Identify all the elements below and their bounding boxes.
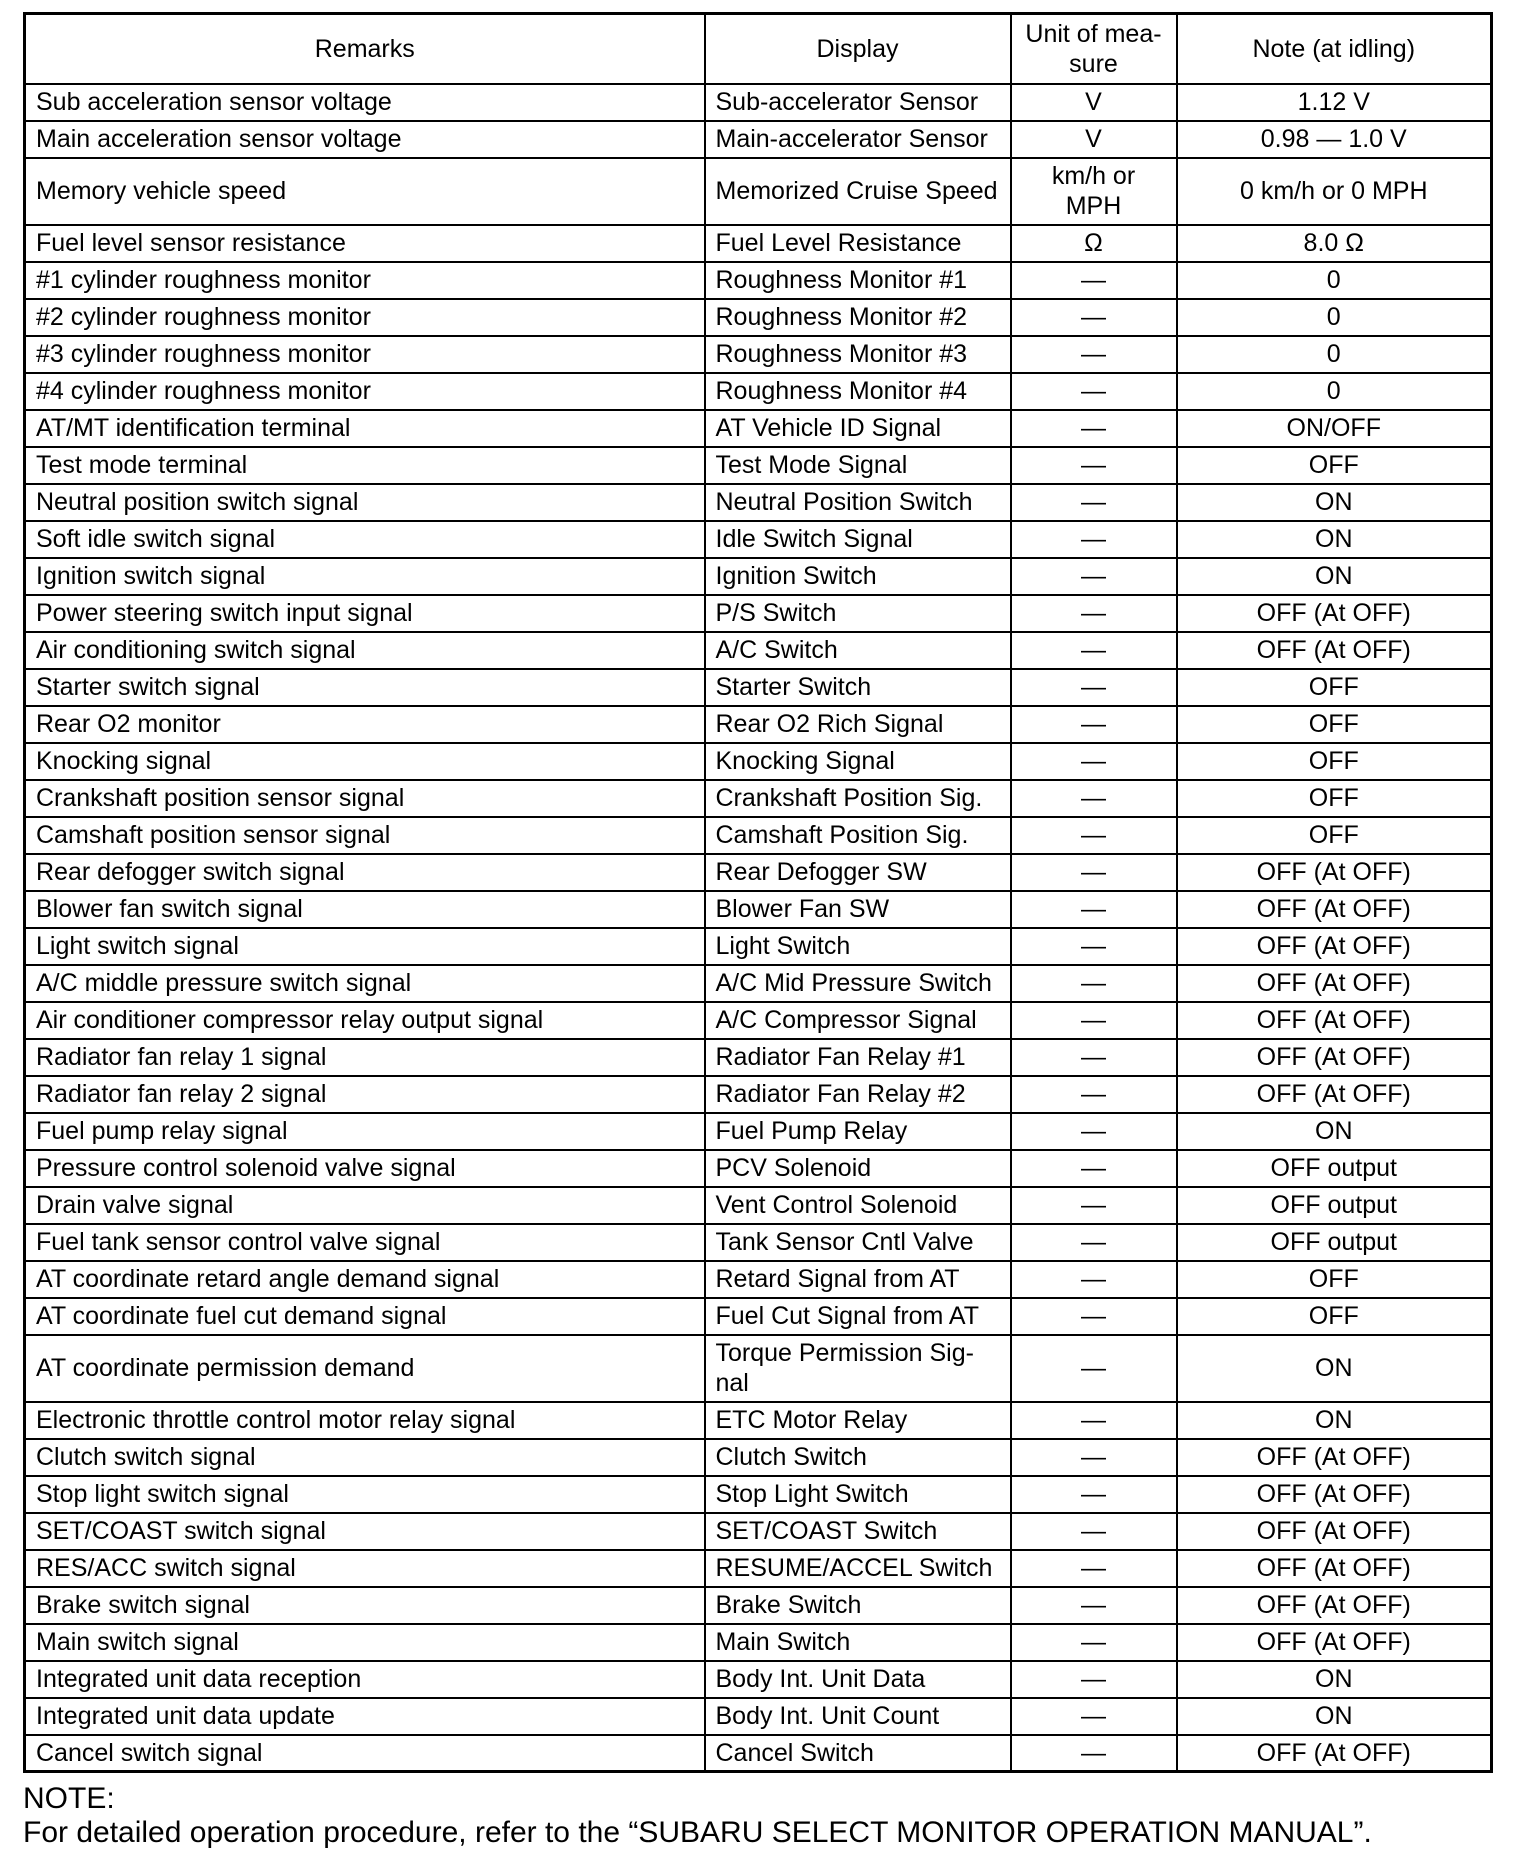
cell-remarks: Fuel tank sensor control valve signal [25, 1224, 705, 1261]
cell-note: OFF (At OFF) [1177, 854, 1492, 891]
cell-display: Body Int. Unit Data [705, 1661, 1011, 1698]
cell-remarks: Stop light switch signal [25, 1476, 705, 1513]
cell-unit: — [1011, 595, 1177, 632]
cell-display: Crankshaft Position Sig. [705, 780, 1011, 817]
table-row [25, 1076, 1492, 1113]
cell-unit: — [1011, 447, 1177, 484]
cell-note: OFF (At OFF) [1177, 1624, 1492, 1661]
cell-remarks: Radiator fan relay 1 signal [25, 1039, 705, 1076]
cell-display: Roughness Monitor #3 [705, 336, 1011, 373]
cell-remarks: Electronic throttle control motor relay signal [25, 1402, 705, 1439]
cell-unit: Ω [1011, 225, 1177, 262]
cell-remarks: Integrated unit data reception [25, 1661, 705, 1698]
cell-display: Radiator Fan Relay #2 [705, 1076, 1011, 1113]
cell-remarks: A/C middle pressure switch signal [25, 965, 705, 1002]
cell-note: OFF output [1177, 1150, 1492, 1187]
cell-unit: — [1011, 1624, 1177, 1661]
cell-unit: — [1011, 780, 1177, 817]
table-row [25, 632, 1492, 669]
cell-display: SET/COAST Switch [705, 1513, 1011, 1550]
cell-display: Stop Light Switch [705, 1476, 1011, 1513]
cell-note: ON [1177, 521, 1492, 558]
cell-remarks: Brake switch signal [25, 1587, 705, 1624]
cell-display: Clutch Switch [705, 1439, 1011, 1476]
cell-remarks: Rear O2 monitor [25, 706, 705, 743]
cell-display: Torque Permission Sig-nal [705, 1335, 1011, 1402]
cell-remarks: Pressure control solenoid valve signal [25, 1150, 705, 1187]
table-row [25, 1402, 1492, 1439]
cell-unit: — [1011, 817, 1177, 854]
cell-display: Camshaft Position Sig. [705, 817, 1011, 854]
cell-unit: — [1011, 373, 1177, 410]
table-row [25, 1224, 1492, 1261]
table-row [25, 1624, 1492, 1661]
cell-display: Neutral Position Switch [705, 484, 1011, 521]
cell-unit: — [1011, 1661, 1177, 1698]
cell-remarks: #2 cylinder roughness monitor [25, 299, 705, 336]
cell-display: A/C Switch [705, 632, 1011, 669]
cell-display: Main-accelerator Sensor [705, 121, 1011, 158]
cell-unit: — [1011, 1298, 1177, 1335]
cell-note: OFF (At OFF) [1177, 1076, 1492, 1113]
cell-remarks: #4 cylinder roughness monitor [25, 373, 705, 410]
cell-display: Brake Switch [705, 1587, 1011, 1624]
cell-display: Radiator Fan Relay #1 [705, 1039, 1011, 1076]
cell-display: Vent Control Solenoid [705, 1187, 1011, 1224]
cell-display: PCV Solenoid [705, 1150, 1011, 1187]
table-row [25, 84, 1492, 121]
cell-note: OFF [1177, 743, 1492, 780]
cell-unit: V [1011, 84, 1177, 121]
cell-unit: — [1011, 965, 1177, 1002]
cell-note: 0 [1177, 336, 1492, 373]
cell-unit: — [1011, 1735, 1177, 1772]
cell-note: OFF (At OFF) [1177, 1735, 1492, 1772]
cell-note: OFF (At OFF) [1177, 1439, 1492, 1476]
header-unit: Unit of mea-sure [1011, 14, 1177, 84]
table-row [25, 1039, 1492, 1076]
cell-display: Fuel Level Resistance [705, 225, 1011, 262]
cell-unit: V [1011, 121, 1177, 158]
cell-unit: — [1011, 1335, 1177, 1402]
cell-unit: — [1011, 558, 1177, 595]
cell-remarks: Cancel switch signal [25, 1735, 705, 1772]
cell-remarks: Starter switch signal [25, 669, 705, 706]
cell-remarks: #3 cylinder roughness monitor [25, 336, 705, 373]
table-row [25, 158, 1492, 225]
table-row [25, 484, 1492, 521]
cell-note: ON [1177, 1335, 1492, 1402]
cell-note: OFF output [1177, 1187, 1492, 1224]
cell-remarks: AT/MT identification terminal [25, 410, 705, 447]
cell-unit: — [1011, 1513, 1177, 1550]
cell-display: A/C Mid Pressure Switch [705, 965, 1011, 1002]
table-row [25, 225, 1492, 262]
cell-note: 8.0 Ω [1177, 225, 1492, 262]
cell-unit: — [1011, 299, 1177, 336]
cell-unit: — [1011, 410, 1177, 447]
cell-unit: — [1011, 336, 1177, 373]
cell-remarks: Fuel pump relay signal [25, 1113, 705, 1150]
table-row [25, 299, 1492, 336]
cell-note: OFF [1177, 1298, 1492, 1335]
cell-note: OFF [1177, 780, 1492, 817]
cell-remarks: Memory vehicle speed [25, 158, 705, 225]
cell-display: Blower Fan SW [705, 891, 1011, 928]
table-row [25, 1439, 1492, 1476]
note-text: For detailed operation procedure, refer to the “SUBARU SELECT MONITOR OPERATION MANUAL”. [23, 1816, 1372, 1849]
cell-remarks: Knocking signal [25, 743, 705, 780]
cell-remarks: Sub acceleration sensor voltage [25, 84, 705, 121]
cell-display: Memorized Cruise Speed [705, 158, 1011, 225]
table-row [25, 521, 1492, 558]
table-row [25, 336, 1492, 373]
cell-remarks: AT coordinate retard angle demand signal [25, 1261, 705, 1298]
cell-display: Main Switch [705, 1624, 1011, 1661]
cell-display: Starter Switch [705, 669, 1011, 706]
cell-remarks: Main switch signal [25, 1624, 705, 1661]
data-table [23, 12, 1493, 1773]
cell-note: OFF [1177, 447, 1492, 484]
cell-unit: — [1011, 1076, 1177, 1113]
cell-display: Rear Defogger SW [705, 854, 1011, 891]
cell-unit: — [1011, 1698, 1177, 1735]
table-row [25, 121, 1492, 158]
cell-remarks: RES/ACC switch signal [25, 1550, 705, 1587]
table-row [25, 1261, 1492, 1298]
header-display: Display [705, 14, 1011, 84]
table-row [25, 928, 1492, 965]
header-remarks: Remarks [25, 14, 705, 84]
table-row [25, 1002, 1492, 1039]
cell-unit: — [1011, 1476, 1177, 1513]
cell-remarks: AT coordinate permission demand [25, 1335, 705, 1402]
cell-remarks: Ignition switch signal [25, 558, 705, 595]
cell-display: Roughness Monitor #1 [705, 262, 1011, 299]
cell-unit: — [1011, 484, 1177, 521]
cell-display: Rear O2 Rich Signal [705, 706, 1011, 743]
cell-display: Body Int. Unit Count [705, 1698, 1011, 1735]
cell-note: 0 [1177, 299, 1492, 336]
cell-remarks: AT coordinate fuel cut demand signal [25, 1298, 705, 1335]
table-row [25, 1735, 1492, 1772]
cell-display: Idle Switch Signal [705, 521, 1011, 558]
header-note: Note (at idling) [1177, 14, 1492, 84]
cell-remarks: #1 cylinder roughness monitor [25, 262, 705, 299]
cell-note: OFF output [1177, 1224, 1492, 1261]
table-row [25, 1298, 1492, 1335]
cell-note: OFF [1177, 1261, 1492, 1298]
cell-note: 0 km/h or 0 MPH [1177, 158, 1492, 225]
cell-remarks: Neutral position switch signal [25, 484, 705, 521]
cell-remarks: Integrated unit data update [25, 1698, 705, 1735]
table-row [25, 706, 1492, 743]
table-header-row [25, 14, 1492, 84]
cell-display: Roughness Monitor #4 [705, 373, 1011, 410]
table-row [25, 1113, 1492, 1150]
cell-remarks: Soft idle switch signal [25, 521, 705, 558]
table-row [25, 1550, 1492, 1587]
note-block [23, 1782, 1503, 1850]
table-row [25, 854, 1492, 891]
cell-display: Retard Signal from AT [705, 1261, 1011, 1298]
cell-note: ON/OFF [1177, 410, 1492, 447]
cell-note: 0 [1177, 262, 1492, 299]
cell-unit: km/h or MPH [1011, 158, 1177, 225]
cell-remarks: Radiator fan relay 2 signal [25, 1076, 705, 1113]
cell-remarks: Test mode terminal [25, 447, 705, 484]
table-row [25, 1587, 1492, 1624]
cell-note: OFF [1177, 817, 1492, 854]
cell-note: OFF (At OFF) [1177, 1513, 1492, 1550]
cell-remarks: Main acceleration sensor voltage [25, 121, 705, 158]
cell-display: A/C Compressor Signal [705, 1002, 1011, 1039]
cell-note: OFF [1177, 669, 1492, 706]
cell-display: Fuel Pump Relay [705, 1113, 1011, 1150]
cell-remarks: Rear defogger switch signal [25, 854, 705, 891]
cell-unit: — [1011, 1002, 1177, 1039]
cell-unit: — [1011, 706, 1177, 743]
cell-display: Sub-accelerator Sensor [705, 84, 1011, 121]
cell-display: ETC Motor Relay [705, 1402, 1011, 1439]
cell-display: RESUME/ACCEL Switch [705, 1550, 1011, 1587]
table-row [25, 262, 1492, 299]
cell-remarks: Air conditioner compressor relay output signal [25, 1002, 705, 1039]
cell-note: OFF (At OFF) [1177, 928, 1492, 965]
table-row [25, 1150, 1492, 1187]
cell-note: OFF (At OFF) [1177, 595, 1492, 632]
cell-unit: — [1011, 669, 1177, 706]
cell-note: OFF (At OFF) [1177, 632, 1492, 669]
table-row [25, 891, 1492, 928]
cell-unit: — [1011, 262, 1177, 299]
cell-note: ON [1177, 1113, 1492, 1150]
cell-unit: — [1011, 854, 1177, 891]
table-row [25, 447, 1492, 484]
cell-display: Roughness Monitor #2 [705, 299, 1011, 336]
cell-note: ON [1177, 558, 1492, 595]
cell-unit: — [1011, 1187, 1177, 1224]
cell-display: Light Switch [705, 928, 1011, 965]
cell-display: Test Mode Signal [705, 447, 1011, 484]
cell-display: Knocking Signal [705, 743, 1011, 780]
table-row [25, 410, 1492, 447]
cell-unit: — [1011, 1150, 1177, 1187]
cell-remarks: Fuel level sensor resistance [25, 225, 705, 262]
table-row [25, 1661, 1492, 1698]
cell-remarks: Camshaft position sensor signal [25, 817, 705, 854]
table-row [25, 1513, 1492, 1550]
cell-display: Ignition Switch [705, 558, 1011, 595]
cell-note: OFF (At OFF) [1177, 1476, 1492, 1513]
cell-note: 0.98 — 1.0 V [1177, 121, 1492, 158]
cell-unit: — [1011, 1261, 1177, 1298]
cell-remarks: Air conditioning switch signal [25, 632, 705, 669]
table-row [25, 669, 1492, 706]
cell-note: OFF (At OFF) [1177, 1002, 1492, 1039]
cell-display: P/S Switch [705, 595, 1011, 632]
table-row [25, 1476, 1492, 1513]
cell-unit: — [1011, 1550, 1177, 1587]
cell-unit: — [1011, 1439, 1177, 1476]
cell-note: ON [1177, 1698, 1492, 1735]
cell-remarks: Drain valve signal [25, 1187, 705, 1224]
cell-display: Tank Sensor Cntl Valve [705, 1224, 1011, 1261]
cell-remarks: Crankshaft position sensor signal [25, 780, 705, 817]
cell-remarks: Light switch signal [25, 928, 705, 965]
cell-unit: — [1011, 1113, 1177, 1150]
cell-remarks: Clutch switch signal [25, 1439, 705, 1476]
table-row [25, 595, 1492, 632]
cell-note: 0 [1177, 373, 1492, 410]
cell-remarks: SET/COAST switch signal [25, 1513, 705, 1550]
cell-display: AT Vehicle ID Signal [705, 410, 1011, 447]
cell-display: Cancel Switch [705, 1735, 1011, 1772]
cell-unit: — [1011, 743, 1177, 780]
cell-note: ON [1177, 1402, 1492, 1439]
cell-note: OFF [1177, 706, 1492, 743]
cell-unit: — [1011, 891, 1177, 928]
cell-note: OFF (At OFF) [1177, 1039, 1492, 1076]
cell-unit: — [1011, 1039, 1177, 1076]
table-row [25, 743, 1492, 780]
cell-remarks: Power steering switch input signal [25, 595, 705, 632]
cell-unit: — [1011, 632, 1177, 669]
table-row [25, 373, 1492, 410]
table-row [25, 558, 1492, 595]
table-row [25, 965, 1492, 1002]
cell-unit: — [1011, 928, 1177, 965]
table-row [25, 1698, 1492, 1735]
table-row [25, 817, 1492, 854]
table-row [25, 1335, 1492, 1402]
table-row [25, 780, 1492, 817]
cell-unit: — [1011, 1587, 1177, 1624]
cell-note: OFF (At OFF) [1177, 1550, 1492, 1587]
cell-note: ON [1177, 484, 1492, 521]
cell-display: Fuel Cut Signal from AT [705, 1298, 1011, 1335]
table-body [25, 84, 1492, 1772]
cell-note: OFF (At OFF) [1177, 891, 1492, 928]
cell-note: OFF (At OFF) [1177, 1587, 1492, 1624]
cell-note: OFF (At OFF) [1177, 965, 1492, 1002]
cell-remarks: Blower fan switch signal [25, 891, 705, 928]
cell-unit: — [1011, 1402, 1177, 1439]
cell-note: 1.12 V [1177, 84, 1492, 121]
note-label: NOTE: [23, 1782, 115, 1815]
cell-unit: — [1011, 1224, 1177, 1261]
cell-unit: — [1011, 521, 1177, 558]
table-row [25, 1187, 1492, 1224]
cell-note: ON [1177, 1661, 1492, 1698]
